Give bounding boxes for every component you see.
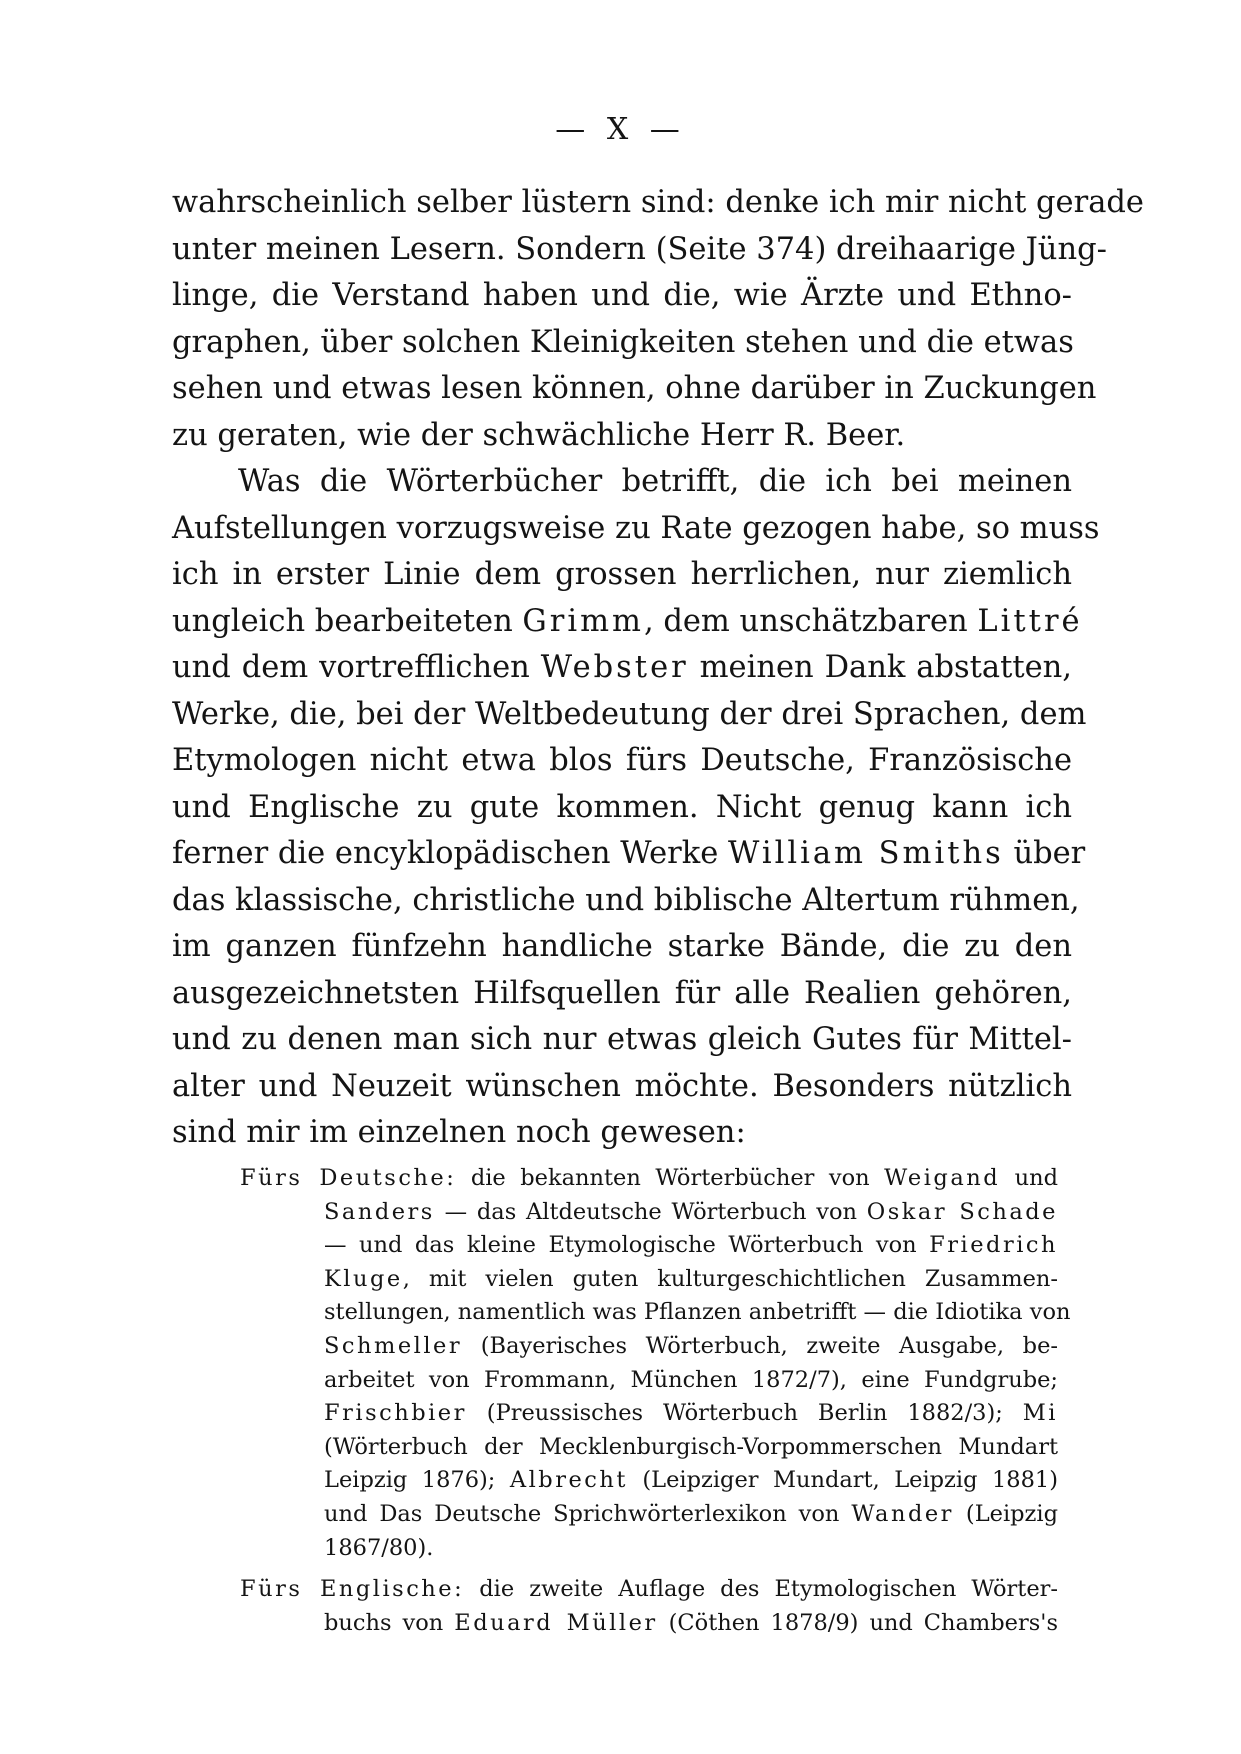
- text-line: Was die Wörterbücher betrifft, die ich bei meinen: [238, 464, 1072, 499]
- emphasized-name: Webster: [540, 650, 689, 685]
- text-line: Leipzig 1876); Albrecht (Leipziger Mundart, Leipzig 1881): [324, 1467, 1058, 1494]
- text-line: Etymologen nicht etwa blos fürs Deutsche, Französische: [172, 743, 1072, 778]
- text-line: sind mir im einzelnen noch gewesen:: [172, 1115, 746, 1150]
- text-line: Werke, die, bei der Weltbedeutung der drei Sprachen, dem: [172, 696, 1087, 732]
- emphasized-name: William Smiths: [728, 836, 1004, 871]
- text-line: und zu denen man sich nur etwas gleich Gutes für Mittel-: [172, 1022, 1072, 1057]
- text-line: ich in erster Linie dem grossen herrlichen, nur ziemlich: [172, 557, 1072, 592]
- text-line: und Englische zu gute kommen. Nicht genug kann ich: [172, 789, 1072, 825]
- list-item-englische: Fürs Englische: die zweite Auflage des Etymologischen Wörter-: [240, 1576, 1059, 1603]
- text-line: graphen, über solchen Kleinigkeiten stehen und die etwas: [172, 324, 1074, 360]
- text-line: Sanders — das Altdeutsche Wörterbuch von Oskar Schade: [324, 1198, 1059, 1225]
- text-line: im ganzen fünfzehn handliche starke Bände, die zu den: [172, 929, 1072, 964]
- text-line: und Das Deutsche Sprichwörterlexikon von Wander (Leipzig: [324, 1500, 1059, 1527]
- text-line: ungleich bearbeiteten Grimm, dem unschätzbaren Littré: [172, 603, 1083, 639]
- text-line: linge, die Verstand haben und die, wie Ärzte und Ethno-: [172, 278, 1072, 313]
- text-line: Kluge, mit vielen guten kulturgeschichtlichen Zusammen-: [324, 1265, 1058, 1292]
- text-line: ausgezeichnetsten Hilfsquellen für alle Realien gehören,: [172, 975, 1072, 1011]
- text-line: sehen und etwas lesen können, ohne darüber in Zuckungen: [172, 371, 1097, 406]
- text-line: zu geraten, wie der schwächliche Herr R. Beer.: [172, 417, 906, 453]
- list-label: Fürs Englische:: [240, 1576, 465, 1603]
- text-line: Schmeller (Bayerisches Wörterbuch, zweite Ausgabe, be-: [324, 1332, 1059, 1359]
- text-line: alter und Neuzeit wünschen möchte. Besonders nützlich: [172, 1068, 1072, 1104]
- text-line: arbeitet von Frommann, München 1872/7), eine Fundgrube;: [324, 1366, 1058, 1393]
- text-line: buchs von Eduard Müller (Cöthen 1878/9) und Chambers's: [324, 1609, 1059, 1636]
- body-text: [172, 180, 1144, 1157]
- emphasized-name: Grimm: [522, 603, 644, 639]
- page-number: — X —: [555, 112, 686, 147]
- dictionary-list: [240, 1162, 1071, 1640]
- text-line: das klassische, christliche und biblische Altertum rühmen,: [172, 882, 1080, 918]
- text-line: wahrscheinlich selber lüstern sind: denke ich mir nicht gerade: [172, 185, 1144, 220]
- text-line: Aufstellungen vorzugsweise zu Rate gezogen habe, so muss: [172, 510, 1100, 546]
- text-line: unter meinen Lesern. Sondern (Seite 374) dreihaarige Jüng-: [172, 231, 1107, 267]
- text-line: ferner die encyklopädischen Werke William Smiths über: [172, 836, 1086, 871]
- text-line: stellungen, namentlich was Pflanzen anbetrifft — die Idiotika von: [324, 1299, 1071, 1326]
- list-label: Fürs Deutsche:: [240, 1165, 457, 1191]
- emphasized-name: Littré: [977, 603, 1083, 639]
- text-line: — und das kleine Etymologische Wörterbuch von Friedrich: [324, 1232, 1058, 1259]
- text-line: 1867/80).: [324, 1534, 434, 1561]
- text-line: (Wörterbuch der Mecklenburgisch-Vorpommerschen Mundart: [324, 1433, 1058, 1460]
- text-line: und dem vortrefflichen Webster meinen Dank abstatten,: [172, 650, 1072, 685]
- list-item-deutsche: Fürs Deutsche: die bekannten Wörterbücher von Weigand und: [240, 1165, 1059, 1191]
- text-line: Frischbier (Preussisches Wörterbuch Berlin 1882/3); Mi: [324, 1400, 1058, 1427]
